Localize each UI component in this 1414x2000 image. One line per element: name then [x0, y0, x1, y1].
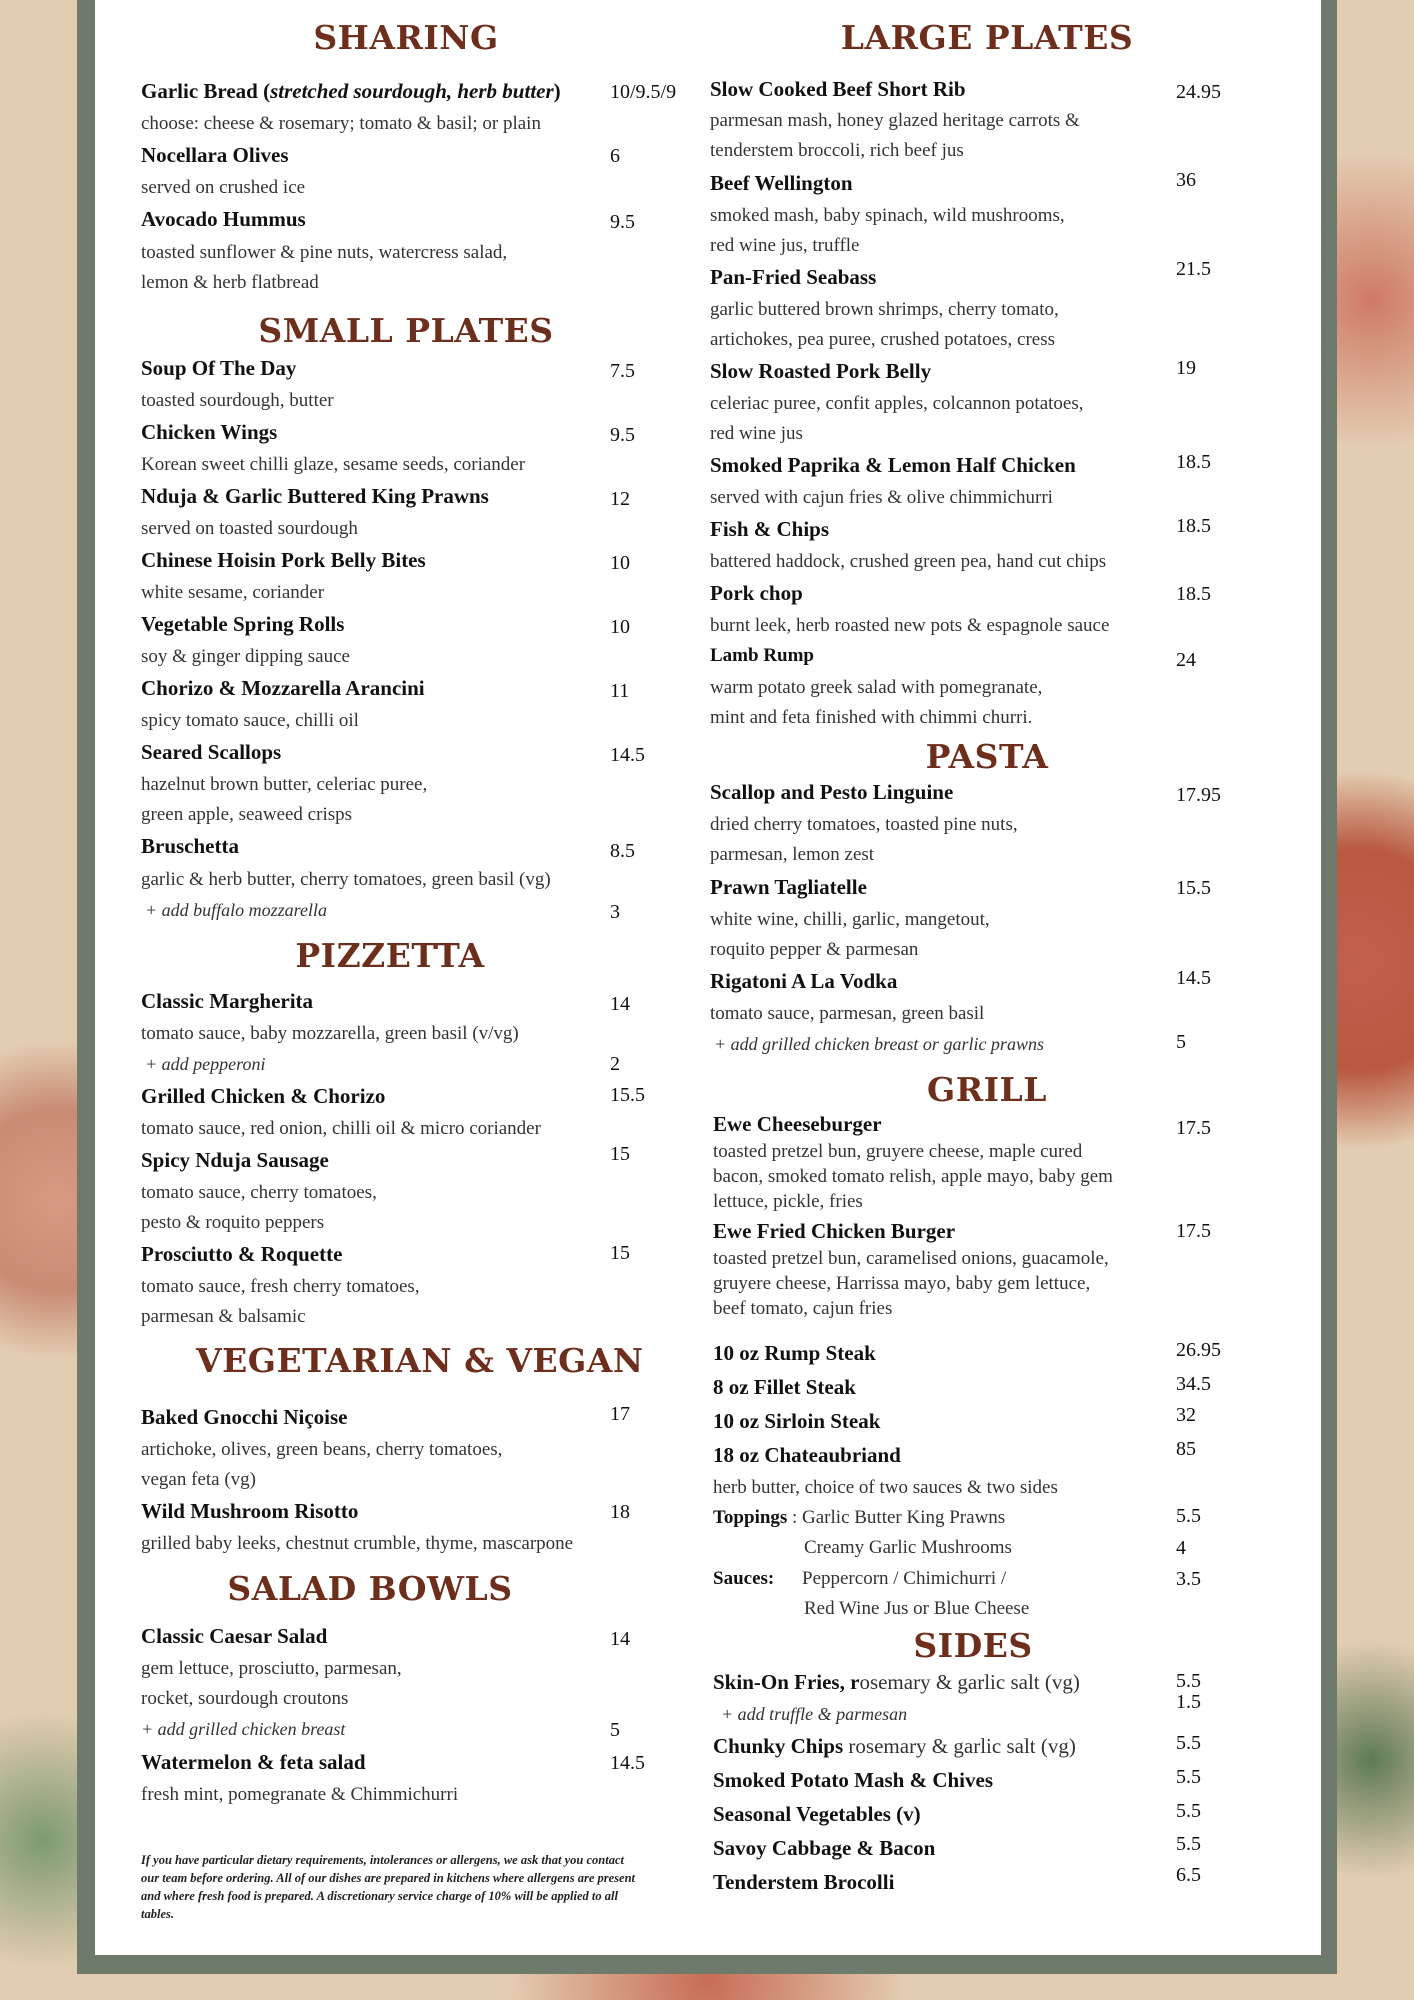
side-name: Chunky Chips [713, 1734, 844, 1758]
item-price: 15.5 [1176, 877, 1211, 899]
item-price: 5.5 [1176, 1732, 1201, 1754]
side-description: rosemary & garlic salt (vg) [843, 1734, 1076, 1758]
item-name-italic: stretched sourdough, herb butter [270, 79, 554, 103]
item-description: mint and feta finished with chimmi churri. [710, 707, 1033, 728]
item-description: bacon, smoked tomato relish, apple mayo, baby gem [713, 1166, 1113, 1187]
menu-item-name: Pork chop [710, 581, 803, 605]
addon-price: 2 [610, 1053, 620, 1075]
item-description: warm potato greek salad with pomegranate, [710, 677, 1043, 698]
item-price: 9.5 [610, 211, 635, 233]
item-description: artichoke, olives, green beans, cherry tomatoes, [141, 1439, 503, 1460]
item-description: tomato sauce, cherry tomatoes, [141, 1182, 377, 1203]
item-description: Korean sweet chilli glaze, sesame seeds, coriander [141, 454, 526, 475]
item-price: 15.5 [610, 1084, 645, 1106]
item-price: 7.5 [610, 360, 635, 382]
item-description: white wine, chilli, garlic, mangetout, [710, 909, 990, 930]
item-description: pesto & roquito peppers [141, 1212, 325, 1233]
item-description: smoked mash, baby spinach, wild mushrooms, [710, 205, 1065, 226]
item-price: 5.5 [1176, 1766, 1201, 1788]
item-price: 17.5 [1176, 1117, 1211, 1139]
section-heading-vegetarian: VEGETARIAN & VEGAN [196, 1341, 644, 1380]
item-description: celeriac puree, confit apples, colcannon potatoes, [710, 393, 1084, 414]
section-heading-sharing: SHARING [313, 18, 499, 57]
item-description: served on toasted sourdough [141, 518, 358, 539]
side-item: Tenderstem Brocolli [713, 1870, 895, 1894]
topping-price: 5.5 [1176, 1505, 1201, 1527]
item-description: battered haddock, crushed green pea, hand cut chips [710, 551, 1107, 572]
steak-name: 10 oz Rump Steak [713, 1341, 876, 1365]
side-item [713, 1734, 1076, 1759]
item-price: 36 [1176, 169, 1196, 191]
side-item: Savoy Cabbage & Bacon [713, 1836, 936, 1860]
item-price: 5.5 [1176, 1833, 1201, 1855]
menu-item-name: Watermelon & feta salad [141, 1750, 366, 1774]
steak-name: 8 oz Fillet Steak [713, 1375, 856, 1399]
steak-name: 18 oz Chateaubriand [713, 1443, 901, 1467]
item-addon: + add buffalo mozzarella [145, 900, 327, 920]
item-name-part: Garlic Bread ( [141, 79, 271, 103]
section-heading-salad-bowls: SALAD BOWLS [227, 1569, 513, 1608]
item-price: 19 [1176, 357, 1196, 379]
menu-item-name: Classic Caesar Salad [141, 1624, 328, 1648]
item-description: lemon & herb flatbread [141, 272, 319, 293]
item-description: hazelnut brown butter, celeriac puree, [141, 774, 428, 795]
item-price: 32 [1176, 1404, 1196, 1426]
item-price: 17.95 [1176, 784, 1221, 806]
menu-item-name: Bruschetta [141, 834, 239, 858]
item-description: tomato sauce, parmesan, green basil [710, 1003, 985, 1024]
item-price: 10/9.5/9 [610, 81, 677, 103]
section-heading-pasta: PASTA [925, 737, 1049, 776]
item-description: red wine jus [710, 423, 803, 444]
item-description: parmesan mash, honey glazed heritage carrots & [710, 110, 1080, 131]
item-description: garlic buttered brown shrimps, cherry tomato, [710, 299, 1059, 320]
toppings-label: Toppings [713, 1507, 788, 1528]
item-price: 11 [610, 680, 630, 702]
item-description: spicy tomato sauce, chilli oil [141, 710, 359, 731]
menu-item-name: Scallop and Pesto Linguine [710, 780, 954, 804]
addon-price: 5 [1176, 1031, 1186, 1053]
item-price: 14.5 [610, 744, 645, 766]
item-price: 18 [610, 1501, 630, 1523]
section-heading-sides: SIDES [913, 1626, 1033, 1665]
menu-item-name: Vegetable Spring Rolls [141, 612, 345, 636]
side-name: Skin-On Fries, r [713, 1670, 860, 1694]
menu-item-name: Ewe Cheeseburger [713, 1112, 882, 1136]
item-description: toasted pretzel bun, gruyere cheese, maple cured [713, 1141, 1083, 1162]
item-price: 26.95 [1176, 1339, 1221, 1361]
item-description: tenderstem broccoli, rich beef jus [710, 140, 964, 161]
item-addon: + add pepperoni [145, 1054, 266, 1074]
menu-item-name: Grilled Chicken & Chorizo [141, 1084, 386, 1108]
side-item [713, 1670, 1080, 1695]
item-description: lettuce, pickle, fries [713, 1191, 863, 1212]
item-description: served on crushed ice [141, 177, 306, 198]
addon-price: 1.5 [1176, 1691, 1201, 1713]
item-price: 14.5 [610, 1752, 645, 1774]
item-description: burnt leek, herb roasted new pots & espagnole sauce [710, 615, 1110, 636]
item-addon: + add grilled chicken breast or garlic prawns [714, 1034, 1044, 1054]
item-description: artichokes, pea puree, crushed potatoes, cress [710, 329, 1056, 350]
item-addon: + add grilled chicken breast [141, 1719, 346, 1739]
item-description: garlic & herb butter, cherry tomatoes, green basil (vg) [141, 869, 551, 890]
item-description: served with cajun fries & olive chimmichurri [710, 487, 1053, 508]
addon-price: 5 [610, 1719, 620, 1741]
menu-item-name: Slow Cooked Beef Short Rib [710, 77, 966, 101]
topping-price: 4 [1176, 1537, 1186, 1559]
item-description: dried cherry tomatoes, toasted pine nuts, [710, 814, 1018, 835]
section-heading-pizzetta: PIZZETTA [295, 936, 485, 975]
item-description: parmesan & balsamic [141, 1306, 306, 1327]
item-price: 8.5 [610, 840, 635, 862]
item-price: 34.5 [1176, 1373, 1211, 1395]
topping-option: : Garlic Butter King Prawns [792, 1507, 1006, 1528]
item-description: rocket, sourdough croutons [141, 1688, 349, 1709]
item-price: 10 [610, 552, 630, 574]
item-description: toasted pretzel bun, caramelised onions, guacamole, [713, 1248, 1109, 1269]
menu-item-name: Seared Scallops [141, 740, 282, 764]
sauces-label: Sauces: [713, 1568, 775, 1589]
item-price: 24.95 [1176, 81, 1221, 103]
item-price: 21.5 [1176, 258, 1211, 280]
item-price: 14.5 [1176, 967, 1211, 989]
item-price: 17 [610, 1403, 630, 1425]
item-price: 14 [610, 1628, 630, 1650]
item-description: toasted sunflower & pine nuts, watercress salad, [141, 242, 508, 263]
menu-item-name [141, 79, 561, 104]
item-price: 24 [1176, 649, 1196, 671]
menu-item-name: Wild Mushroom Risotto [141, 1499, 359, 1523]
addon-price: 3 [610, 901, 620, 923]
menu-item-name: Prawn Tagliatelle [710, 875, 867, 899]
item-description: roquito pepper & parmesan [710, 939, 919, 960]
item-description: tomato sauce, red onion, chilli oil & micro coriander [141, 1118, 541, 1139]
item-price: 6 [610, 145, 620, 167]
item-description: soy & ginger dipping sauce [141, 646, 350, 667]
menu-item-name: Prosciutto & Roquette [141, 1242, 343, 1266]
menu-item-name: Classic Margherita [141, 989, 314, 1013]
item-price: 18.5 [1176, 451, 1211, 473]
item-description: grilled baby leeks, chestnut crumble, thyme, mascarpone [141, 1533, 574, 1554]
item-description: green apple, seaweed crisps [141, 804, 353, 825]
menu-item-name: Spicy Nduja Sausage [141, 1148, 329, 1172]
menu-item-name: Chinese Hoisin Pork Belly Bites [141, 548, 426, 572]
item-name-part: ) [553, 79, 561, 103]
menu-item-name: Pan-Fried Seabass [710, 265, 877, 289]
sauce-option: Red Wine Jus or Blue Cheese [804, 1598, 1030, 1619]
menu-item-name: Chicken Wings [141, 420, 278, 444]
menu-item-name: Lamb Rump [710, 645, 814, 666]
item-price: 18.5 [1176, 515, 1211, 537]
item-price: 10 [610, 616, 630, 638]
item-description: beef tomato, cajun fries [713, 1298, 893, 1319]
menu-item-name: Smoked Paprika & Lemon Half Chicken [710, 453, 1076, 477]
section-heading-large-plates: LARGE PLATES [840, 18, 1134, 57]
item-description: vegan feta (vg) [141, 1469, 256, 1490]
menu-item-name: Baked Gnocchi Niçoise [141, 1405, 348, 1429]
side-item: Smoked Potato Mash & Chives [713, 1768, 994, 1792]
allergen-footnote: If you have particular dietary requirements, intolerances or allergens, we ask that you contact our team before ordering. All of our dishes are prepared in kitchens where allergens are present and where fresh food is prepared. A discretionary service charge of 10% will be applied to all tables. [141, 1853, 635, 1921]
item-price: 15 [610, 1143, 630, 1165]
item-description: gruyere cheese, Harrissa mayo, baby gem lettuce, [713, 1273, 1091, 1294]
item-price: 5.5 [1176, 1670, 1201, 1692]
menu-item-name: Fish & Chips [710, 517, 830, 541]
item-price: 15 [610, 1242, 630, 1264]
menu-item-name: Ewe Fried Chicken Burger [713, 1219, 956, 1243]
item-price: 12 [610, 488, 630, 510]
item-addon: + add truffle & parmesan [721, 1704, 908, 1724]
topping-option: Creamy Garlic Mushrooms [804, 1537, 1012, 1558]
menu-item-name: Rigatoni A La Vodka [710, 969, 898, 993]
item-price: 5.5 [1176, 1800, 1201, 1822]
item-price: 14 [610, 993, 630, 1015]
item-description: red wine jus, truffle [710, 235, 860, 256]
sauce-option: Peppercorn / Chimichurri / [802, 1568, 1007, 1589]
section-heading-small-plates: SMALL PLATES [258, 311, 554, 350]
sauce-price: 3.5 [1176, 1568, 1201, 1590]
menu-item-name: Nocellara Olives [141, 143, 289, 167]
menu-item-name: Beef Wellington [710, 171, 853, 195]
item-description: tomato sauce, baby mozzarella, green basil (v/vg) [141, 1023, 519, 1044]
item-description: parmesan, lemon zest [710, 844, 875, 865]
menu-item-name: Avocado Hummus [141, 207, 306, 231]
section-heading-grill: GRILL [927, 1070, 1047, 1109]
menu-item-name: Soup Of The Day [141, 356, 297, 380]
steak-name: 10 oz Sirloin Steak [713, 1409, 881, 1433]
item-description: tomato sauce, fresh cherry tomatoes, [141, 1276, 420, 1297]
item-description: choose: cheese & rosemary; tomato & basil; or plain [141, 113, 541, 134]
side-item: Seasonal Vegetables (v) [713, 1802, 921, 1826]
item-price: 17.5 [1176, 1220, 1211, 1242]
menu-item-name: Chorizo & Mozzarella Arancini [141, 676, 425, 700]
item-description: white sesame, coriander [141, 582, 325, 603]
item-price: 85 [1176, 1438, 1196, 1460]
item-price: 6.5 [1176, 1864, 1201, 1886]
item-description: toasted sourdough, butter [141, 390, 334, 411]
menu-item-name: Nduja & Garlic Buttered King Prawns [141, 484, 489, 508]
steak-description: herb butter, choice of two sauces & two sides [713, 1477, 1058, 1498]
side-description: osemary & garlic salt (vg) [859, 1670, 1080, 1694]
menu-item-name: Slow Roasted Pork Belly [710, 359, 932, 383]
item-price: 9.5 [610, 424, 635, 446]
item-price: 18.5 [1176, 583, 1211, 605]
item-description: fresh mint, pomegranate & Chimmichurri [141, 1784, 459, 1805]
item-description: gem lettuce, prosciutto, parmesan, [141, 1658, 402, 1679]
